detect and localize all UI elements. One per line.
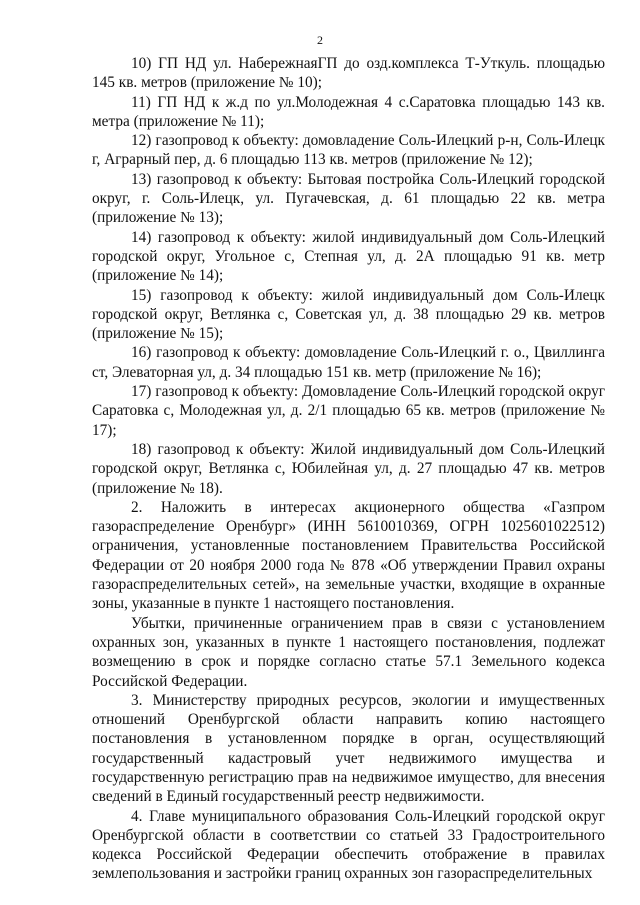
- list-item-15: 15) газопровод к объекту: жилой индивидуальный дом Соль-Илецк городской округ, Ветлянка с, Советская ул, д. 38 площадью 29 кв. метров (приложение № 15);: [92, 286, 605, 343]
- list-item-16: 16) газопровод к объекту: домовладение Соль-Илецкий г. о., Цвиллинга ст, Элеваторная ул, д. 34 площадью 151 кв. метр (приложение № 16);: [92, 344, 605, 381]
- list-item-18: 18) газопровод к объекту: Жилой индивидуальный дом Соль-Илецкий городской округ, Ветлянка с, Юбилейная ул, д. 27 площадью 47 кв. метров (приложение № 18).: [92, 440, 605, 497]
- clause-3-paragraph: 3. Министерству природных ресурсов, экологии и имущественных отношений Оренбургской области направить копию настоящего постановления в установленном порядке в орган, осуществляющий государственный кадастровый учет недвижимого имущества и государственную регистрацию прав на недвижимое имущество, для внесения сведений в Единый государственный реестр недвижимости.: [92, 691, 605, 806]
- list-item-12: 12) газопровод к объекту: домовладение Соль-Илецкий р-н, Соль-Илецк г, Аграрный пер, д. 6 площадью 113 кв. метров (приложение № 12);: [92, 132, 605, 169]
- clause-2-paragraph: 2. Наложить в интересах акционерного общества «Газпром газораспределение Оренбург» (ИНН 5610010369, ОГРН 1025601022512) ограничения, установленные постановлением Правительства Российской Федерации от 20 ноября 2000 года № 878 «Об утверждении Правил охраны газораспределительных сетей», на земельные участки, входящие в охранные зоны, указанные в пункте 1 настоящего постановления.: [92, 498, 605, 613]
- list-item-17: 17) газопровод к объекту: Домовладение Соль-Илецкий городской округ Саратовка с, Молодежная ул, д. 2/1 площадью 65 кв. метров (приложение № 17);: [92, 383, 605, 439]
- list-item-11: 11) ГП НД к ж.д по ул.Молодежная 4 с.Саратовка площадью 143 кв. метра (приложение № 11);: [92, 93, 605, 130]
- list-item-13: 13) газопровод к объекту: Бытовая постройка Соль-Илецкий городской округ, г. Соль-Илецк, ул. Пугачевская, д. 61 площадью 22 кв. метра (приложение № 13);: [92, 170, 605, 227]
- list-item-10: 10) ГП НД ул. НабережнаяГП до озд.комплекса Т-Уткуль. площадью 145 кв. метров (приложение № 10);: [92, 55, 605, 92]
- clause-4-paragraph: 4. Главе муниципального образования Соль-Илецкий городской округ Оренбургской области в соответствии со статьей 33 Градостроительного кодекса Российской Федерации обеспечить отображение в правилах землепользования и застройки границ охранных зон газораспределительных: [92, 807, 605, 883]
- clause-2-damages-paragraph: Убытки, причиненные ограничением прав в связи с установлением охранных зон, указанных в пункте 1 настоящего постановления, подлежат возмещению в срок и порядке согласно статье 57.1 Земельного кодекса Российской Федерации.: [92, 614, 605, 690]
- document-body: [92, 54, 605, 884]
- list-item-14: 14) газопровод к объекту: жилой индивидуальный дом Соль-Илецкий городской округ, Угольное с, Степная ул, д. 2А площадью 91 кв. метр (приложение № 14);: [92, 228, 605, 285]
- page-number: 2: [317, 33, 323, 47]
